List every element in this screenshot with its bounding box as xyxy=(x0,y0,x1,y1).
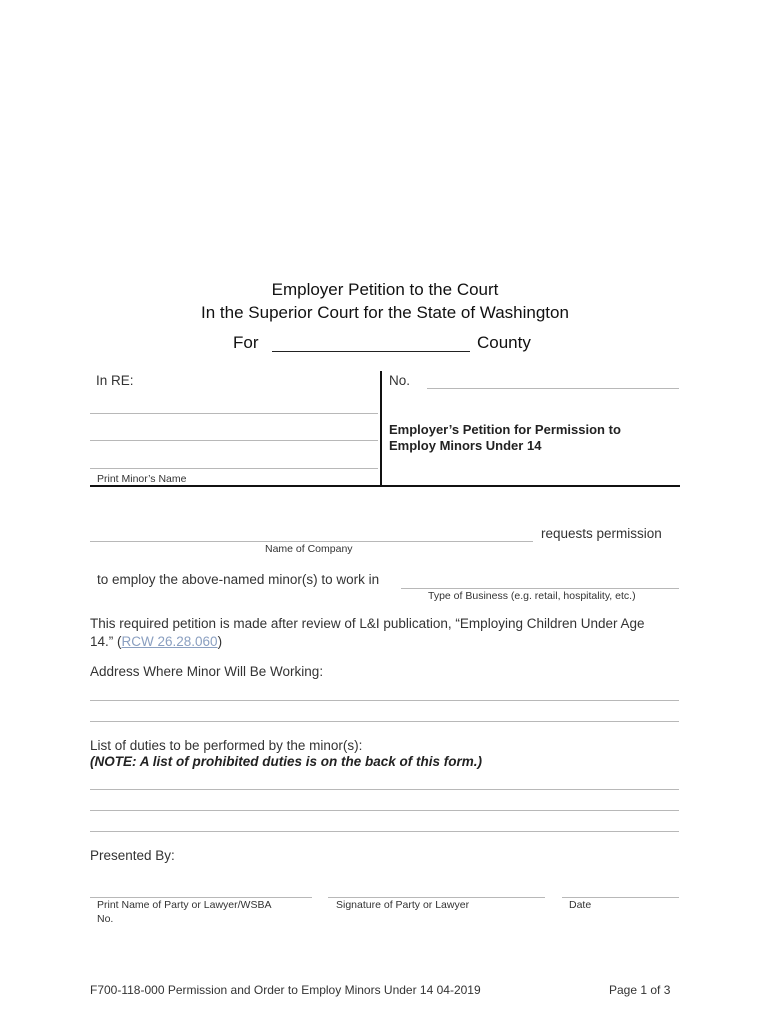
in-re-label: In RE: xyxy=(96,373,134,388)
duties-field-1[interactable] xyxy=(90,775,679,789)
print-name-underline xyxy=(90,897,312,898)
county-suffix: County xyxy=(477,333,531,352)
county-underline xyxy=(272,351,470,352)
form-title: Employer Petition to the Court xyxy=(271,280,499,299)
print-name-field[interactable] xyxy=(90,882,312,896)
duties-field-3[interactable] xyxy=(90,817,679,831)
caption-line xyxy=(90,468,378,469)
signature-underline xyxy=(328,897,545,898)
company-name-field[interactable] xyxy=(90,527,533,541)
company-label: Name of Company xyxy=(265,543,353,555)
review-text-start: 14.” ( xyxy=(90,634,122,649)
duties-field-2[interactable] xyxy=(90,796,679,810)
date-field[interactable] xyxy=(562,882,679,896)
requests-permission-text: requests permission xyxy=(541,526,662,541)
case-number-underline xyxy=(427,388,679,389)
duties-line xyxy=(90,789,679,790)
signature-field[interactable] xyxy=(328,882,545,896)
presented-by-label: Presented By: xyxy=(90,848,175,863)
case-number-label: No. xyxy=(389,373,411,388)
date-label: Date xyxy=(569,899,592,911)
duties-line xyxy=(90,831,679,832)
employ-text: to employ the above-named minor(s) to work in xyxy=(97,572,380,587)
date-underline xyxy=(562,897,679,898)
address-line xyxy=(90,700,679,701)
address-field-1[interactable] xyxy=(90,686,679,700)
duties-label: List of duties to be performed by the minor(s): xyxy=(90,738,363,753)
minor-name-field-2[interactable] xyxy=(90,426,378,440)
page-number: Page 1 of 3 xyxy=(609,983,671,997)
minor-name-label: Print Minor’s Name xyxy=(97,473,187,485)
duties-note: (NOTE: A list of prohibited duties is on the back of this form.) xyxy=(90,754,483,769)
review-text-end: ) xyxy=(217,634,223,649)
address-line xyxy=(90,721,679,722)
duties-line xyxy=(90,810,679,811)
caption-bottom-rule xyxy=(90,485,680,487)
county-prefix: For xyxy=(233,333,259,352)
caption-divider xyxy=(380,371,382,487)
county-field[interactable] xyxy=(272,336,470,350)
address-label: Address Where Minor Will Be Working: xyxy=(90,664,324,679)
caption-line xyxy=(90,413,378,414)
petition-title-line2: Employ Minors Under 14 xyxy=(389,438,542,453)
business-type-field[interactable] xyxy=(401,574,679,588)
address-field-2[interactable] xyxy=(90,707,679,721)
court-title: In the Superior Court for the State of Washington xyxy=(201,303,569,322)
minor-name-field-3[interactable] xyxy=(90,454,378,468)
business-label: Type of Business (e.g. retail, hospitality, etc.) xyxy=(428,590,636,602)
rcw-link[interactable]: RCW 26.28.060 xyxy=(121,634,218,649)
signature-label: Signature of Party or Lawyer xyxy=(336,899,470,911)
review-text: This required petition is made after review of L&I publication, “Employing Children Under Age xyxy=(90,616,645,631)
caption-line xyxy=(90,440,378,441)
business-underline xyxy=(401,588,679,589)
case-number-field[interactable] xyxy=(427,373,679,387)
company-underline xyxy=(90,541,533,542)
minor-name-field-1[interactable] xyxy=(90,398,378,412)
petition-title-line1: Employer’s Petition for Permission to xyxy=(389,422,621,437)
form-id: F700-118-000 Permission and Order to Employ Minors Under 14 04-2019 xyxy=(90,983,481,997)
print-name-label: Print Name of Party or Lawyer/WSBA xyxy=(97,899,272,911)
print-name-label-cont: No. xyxy=(97,913,114,925)
